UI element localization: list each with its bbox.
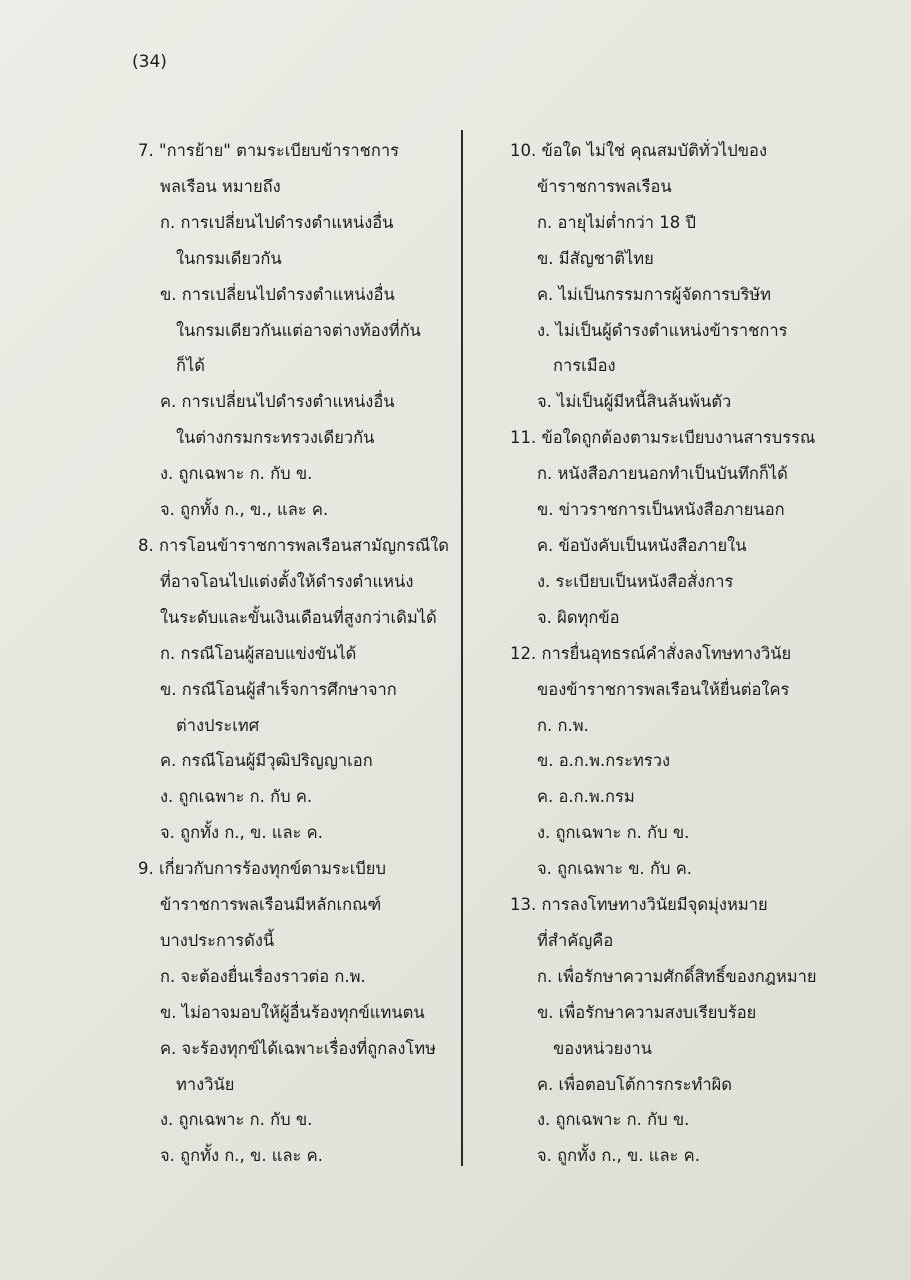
option-continuation: ในกรมเดียวกัน xyxy=(176,248,282,268)
option-line: ก. จะต้องยื่นเรื่องราวต่อ ก.พ. xyxy=(160,966,366,986)
option-line: ง. ไม่เป็นผู้ดำรงตำแหน่งข้าราชการ xyxy=(537,320,788,340)
question-line: 10. ข้อใด ไม่ใช่ คุณสมบัติทั่วไปของ xyxy=(510,141,768,160)
option-line: ก. อายุไม่ต่ำกว่า 18 ปี xyxy=(537,212,696,232)
question-continuation: ในระดับและขั้นเงินเดือนที่สูงกว่าเดิมได้ xyxy=(160,607,437,627)
option-line: ค. ข้อบังคับเป็นหนังสือภายใน xyxy=(537,535,747,555)
option-line: จ. ถูกเฉพาะ ข. กับ ค. xyxy=(537,859,693,879)
option-line: ง. ถูกเฉพาะ ก. กับ ค. xyxy=(160,787,313,807)
option-line: ก. เพื่อรักษาความศักดิ์สิทธิ์ของกฎหมาย xyxy=(537,966,817,986)
option-line: ก. การเปลี่ยนไปดำรงตำแหน่งอื่น xyxy=(160,212,394,232)
option-line: ค. กรณีโอนผู้มีวุฒิปริญญาเอก xyxy=(160,751,373,771)
page-number: (34) xyxy=(132,52,167,72)
option-line: ก. ก.พ. xyxy=(537,715,589,735)
question-continuation: ข้าราชการพลเรือนมีหลักเกณฑ์ xyxy=(160,895,382,915)
question-continuation: พลเรือน หมายถึง xyxy=(160,176,281,196)
option-continuation: ของหน่วยงาน xyxy=(553,1038,652,1058)
option-line: ค. ไม่เป็นกรรมการผู้จัดการบริษัท xyxy=(537,284,772,304)
option-continuation: ก็ได้ xyxy=(176,356,206,376)
question-line: 7. "การย้าย" ตามระเบียบข้าราชการ xyxy=(138,141,399,160)
option-line: ข. ไม่อาจมอบให้ผู้อื่นร้องทุกข์แทนตน xyxy=(160,1002,425,1022)
option-line: จ. ถูกทั้ง ก., ข. และ ค. xyxy=(160,823,323,843)
question-continuation: ของข้าราชการพลเรือนให้ยื่นต่อใคร xyxy=(537,679,790,699)
question-continuation: บางประการดังนี้ xyxy=(160,930,275,950)
option-line: ง. ถูกเฉพาะ ก. กับ ข. xyxy=(160,464,313,484)
question-line: 9. เกี่ยวกับการร้องทุกข์ตามระเบียบ xyxy=(138,859,386,879)
question-line: 12. การยื่นอุทธรณ์คำสั่งลงโทษทางวินัย xyxy=(510,643,792,663)
option-line: ง. ถูกเฉพาะ ก. กับ ข. xyxy=(537,823,690,843)
question-continuation: ที่อาจโอนไปแต่งตั้งให้ดำรงตำแหน่ง xyxy=(160,571,414,591)
option-line: ค. จะร้องทุกข์ได้เฉพาะเรื่องที่ถูกลงโทษ xyxy=(160,1038,437,1058)
option-line: ง. ถูกเฉพาะ ก. กับ ข. xyxy=(537,1110,690,1130)
option-line: จ. ถูกทั้ง ก., ข. และ ค. xyxy=(160,1146,323,1166)
option-line: ข. กรณีโอนผู้สำเร็จการศึกษาจาก xyxy=(160,679,397,699)
option-line: จ. ผิดทุกข้อ xyxy=(537,607,620,627)
question-line: 13. การลงโทษทางวินัยมีจุดมุ่งหมาย xyxy=(510,895,768,915)
left-question-column xyxy=(138,133,450,1174)
option-line: ค. การเปลี่ยนไปดำรงตำแหน่งอื่น xyxy=(160,392,395,412)
option-line: จ. ถูกทั้ง ก., ข. และ ค. xyxy=(537,1146,700,1166)
option-line: จ. ไม่เป็นผู้มีหนี้สินล้นพ้นตัว xyxy=(537,392,732,412)
question-continuation: ข้าราชการพลเรือน xyxy=(537,176,672,196)
right-question-column xyxy=(510,133,840,1174)
option-line: ก. หนังสือภายนอกทำเป็นบันทึกก็ได้ xyxy=(537,464,788,484)
option-line: ข. เพื่อรักษาความสงบเรียบร้อย xyxy=(537,1002,757,1022)
option-line: จ. ถูกทั้ง ก., ข., และ ค. xyxy=(160,500,329,520)
option-line: ข. มีสัญชาติไทย xyxy=(537,248,654,268)
option-line: ง. ระเบียบเป็นหนังสือสั่งการ xyxy=(537,571,734,591)
option-line: ก. กรณีโอนผู้สอบแข่งขันได้ xyxy=(160,643,357,663)
question-line: 8. การโอนข้าราชการพลเรือนสามัญกรณีใด xyxy=(138,535,450,555)
option-line: ค. อ.ก.พ.กรม xyxy=(537,787,635,807)
option-line: ง. ถูกเฉพาะ ก. กับ ข. xyxy=(160,1110,313,1130)
option-line: ข. การเปลี่ยนไปดำรงตำแหน่งอื่น xyxy=(160,284,395,304)
option-continuation: ในกรมเดียวกันแต่อาจต่างท้องที่กัน xyxy=(176,320,421,340)
column-divider xyxy=(461,130,463,1166)
option-continuation: ในต่างกรมกระทรวงเดียวกัน xyxy=(176,428,375,448)
option-line: ข. อ.ก.พ.กระทรวง xyxy=(537,751,671,771)
option-continuation: การเมือง xyxy=(553,356,616,376)
question-continuation: ที่สำคัญคือ xyxy=(537,930,614,950)
question-line: 11. ข้อใดถูกต้องตามระเบียบงานสารบรรณ xyxy=(510,428,816,448)
option-continuation: ต่างประเทศ xyxy=(176,715,260,735)
option-line: ค. เพื่อตอบโต้การกระทำผิด xyxy=(537,1074,732,1094)
option-line: ข. ข่าวราชการเป็นหนังสือภายนอก xyxy=(537,500,785,520)
option-continuation: ทางวินัย xyxy=(176,1074,235,1094)
